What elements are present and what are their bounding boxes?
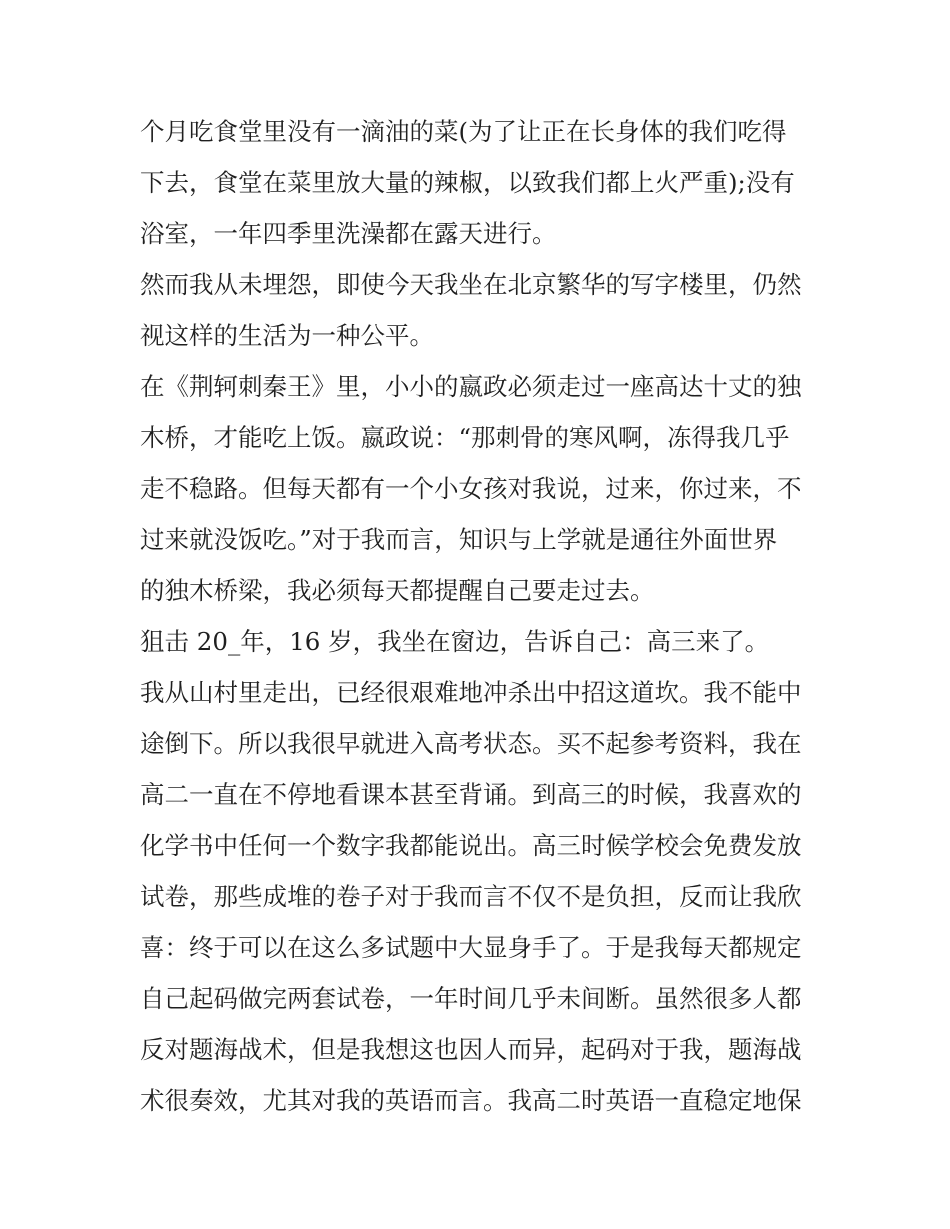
text-line: 试卷，那些成堆的卷子对于我而言不仅不是负担，反而让我欣 <box>140 882 802 911</box>
text-line: 途倒下。所以我很早就进入高考状态。买不起参考资料，我在 <box>140 729 802 758</box>
text-line: 过来就没饭吃。”对于我而言，知识与上学就是通往外面世界 <box>140 525 778 554</box>
text-line: 我从山村里走出，已经很艰难地冲杀出中招这道坎。我不能中 <box>140 678 802 707</box>
text-line: 视这样的生活为一种公平。 <box>140 321 434 350</box>
text-line: 自己起码做完两套试卷，一年时间几乎未间断。虽然很多人都 <box>140 984 802 1013</box>
text-line: 的独木桥梁，我必须每天都提醒自己要走过去。 <box>140 576 655 605</box>
text-line: 在《荆轲刺秦王》里，小小的嬴政必须走过一座高达十丈的独 <box>140 372 802 401</box>
text-line: 术很奏效，尤其对我的英语而言。我高二时英语一直稳定地保 <box>140 1086 802 1115</box>
text-line: 反对题海战术，但是我想这也因人而异，起码对于我，题海战 <box>140 1035 802 1064</box>
text-line: 浴室，一年四季里洗澡都在露天进行。 <box>140 219 557 248</box>
text-line: 高二一直在不停地看课本甚至背诵。到高三的时候，我喜欢的 <box>140 780 802 809</box>
text-line: 狙击 20_年，16 岁，我坐在窗边，告诉自己：高三来了。 <box>140 627 770 656</box>
text-line: 下去，食堂在菜里放大量的辣椒，以致我们都上火严重);没有 <box>140 168 795 197</box>
text-line: 木桥，才能吃上饭。嬴政说：“那刺骨的寒风啊，冻得我几乎 <box>140 423 790 452</box>
text-line: 走不稳路。但每天都有一个小女孩对我说，过来，你过来，不 <box>140 474 802 503</box>
text-line: 然而我从未埋怨，即使今天我坐在北京繁华的写字楼里，仍然 <box>140 270 802 299</box>
text-line: 喜：终于可以在这么多试题中大显身手了。于是我每天都规定 <box>140 933 802 962</box>
text-line: 化学书中任何一个数字我都能说出。高三时候学校会免费发放 <box>140 831 802 860</box>
body-text <box>140 106 816 1126</box>
text-line: 个月吃食堂里没有一滴油的菜(为了让正在长身体的我们吃得 <box>140 117 787 146</box>
